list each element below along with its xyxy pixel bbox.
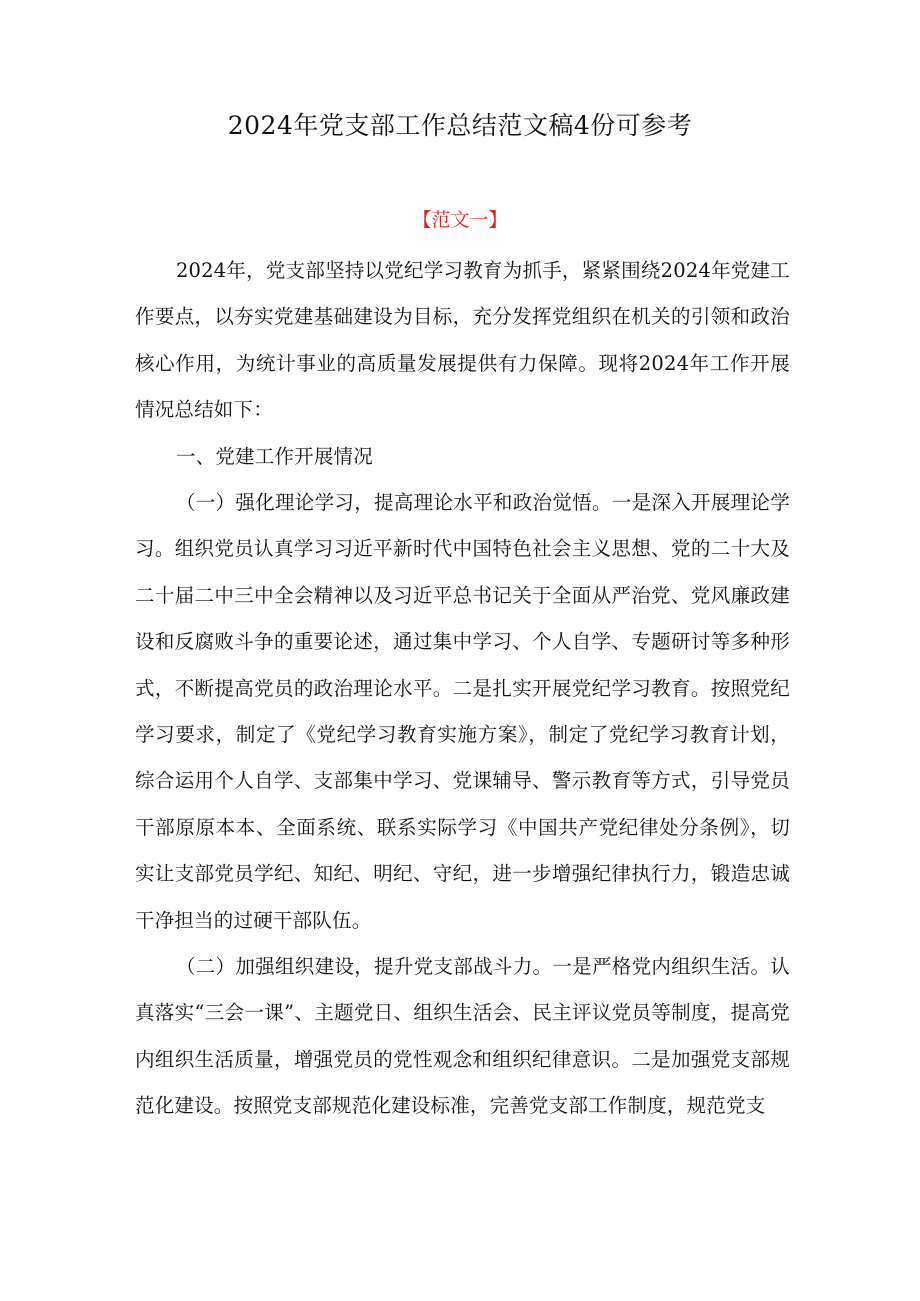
section-heading: 一、党建工作开展情况 — [175, 445, 373, 468]
section-label: 【范文一】 — [412, 209, 508, 231]
paragraph-item-2: （二）加强组织建设，提升党支部战斗力。一是严格党内组织生活。认真落实“三会一课”、主题党日、组织生活会、民主评议党员等制度，提高党内组织生活质量，增强党员的党性观念和组织纪律意识。二是加强党支部规范化建设。按照党支部规范化建设标准，完善党支部工作制度，规范党支 — [135, 955, 790, 1118]
paragraph-item-1: （一）强化理论学习，提高理论水平和政治觉悟。一是深入开展理论学习。组织党员认真学习习近平新时代中国特色社会主义思想、党的二十大及二十届二中三中全会精神以及习近平总书记关于全面从严治党、党风廉政建设和反腐败斗争的重要论述，通过集中学习、个人自学、专题研讨等多种形式，不断提高党员的政治理论水平。二是扎实开展党纪学习教育。按照党纪学习要求，制定了《党纪学习教育实施方案》，制定了党纪学习教育计划，综合运用个人自学、支部集中学习、党课辅导、警示教育等方式，引导党员干部原原本本、全面系统、联系实际学习《中国共产党纪律处分条例》，切实让支部党员学纪、知纪、明纪、守纪，进一步增强纪律执行力，锻造忠诚干净担当的过硬干部队伍。 — [135, 491, 790, 932]
document-title: 2024年党支部工作总结范文稿4份可参考 — [227, 111, 693, 140]
intro-paragraph: 2024年，党支部坚持以党纪学习教育为抓手，紧紧围绕2024年党建工作要点，以夯实党建基础建设为目标，充分发挥党组织在机关的引领和政治核心作用，为统计事业的高质量发展提供有力保障。现将2024年工作开展情况总结如下： — [135, 259, 790, 422]
